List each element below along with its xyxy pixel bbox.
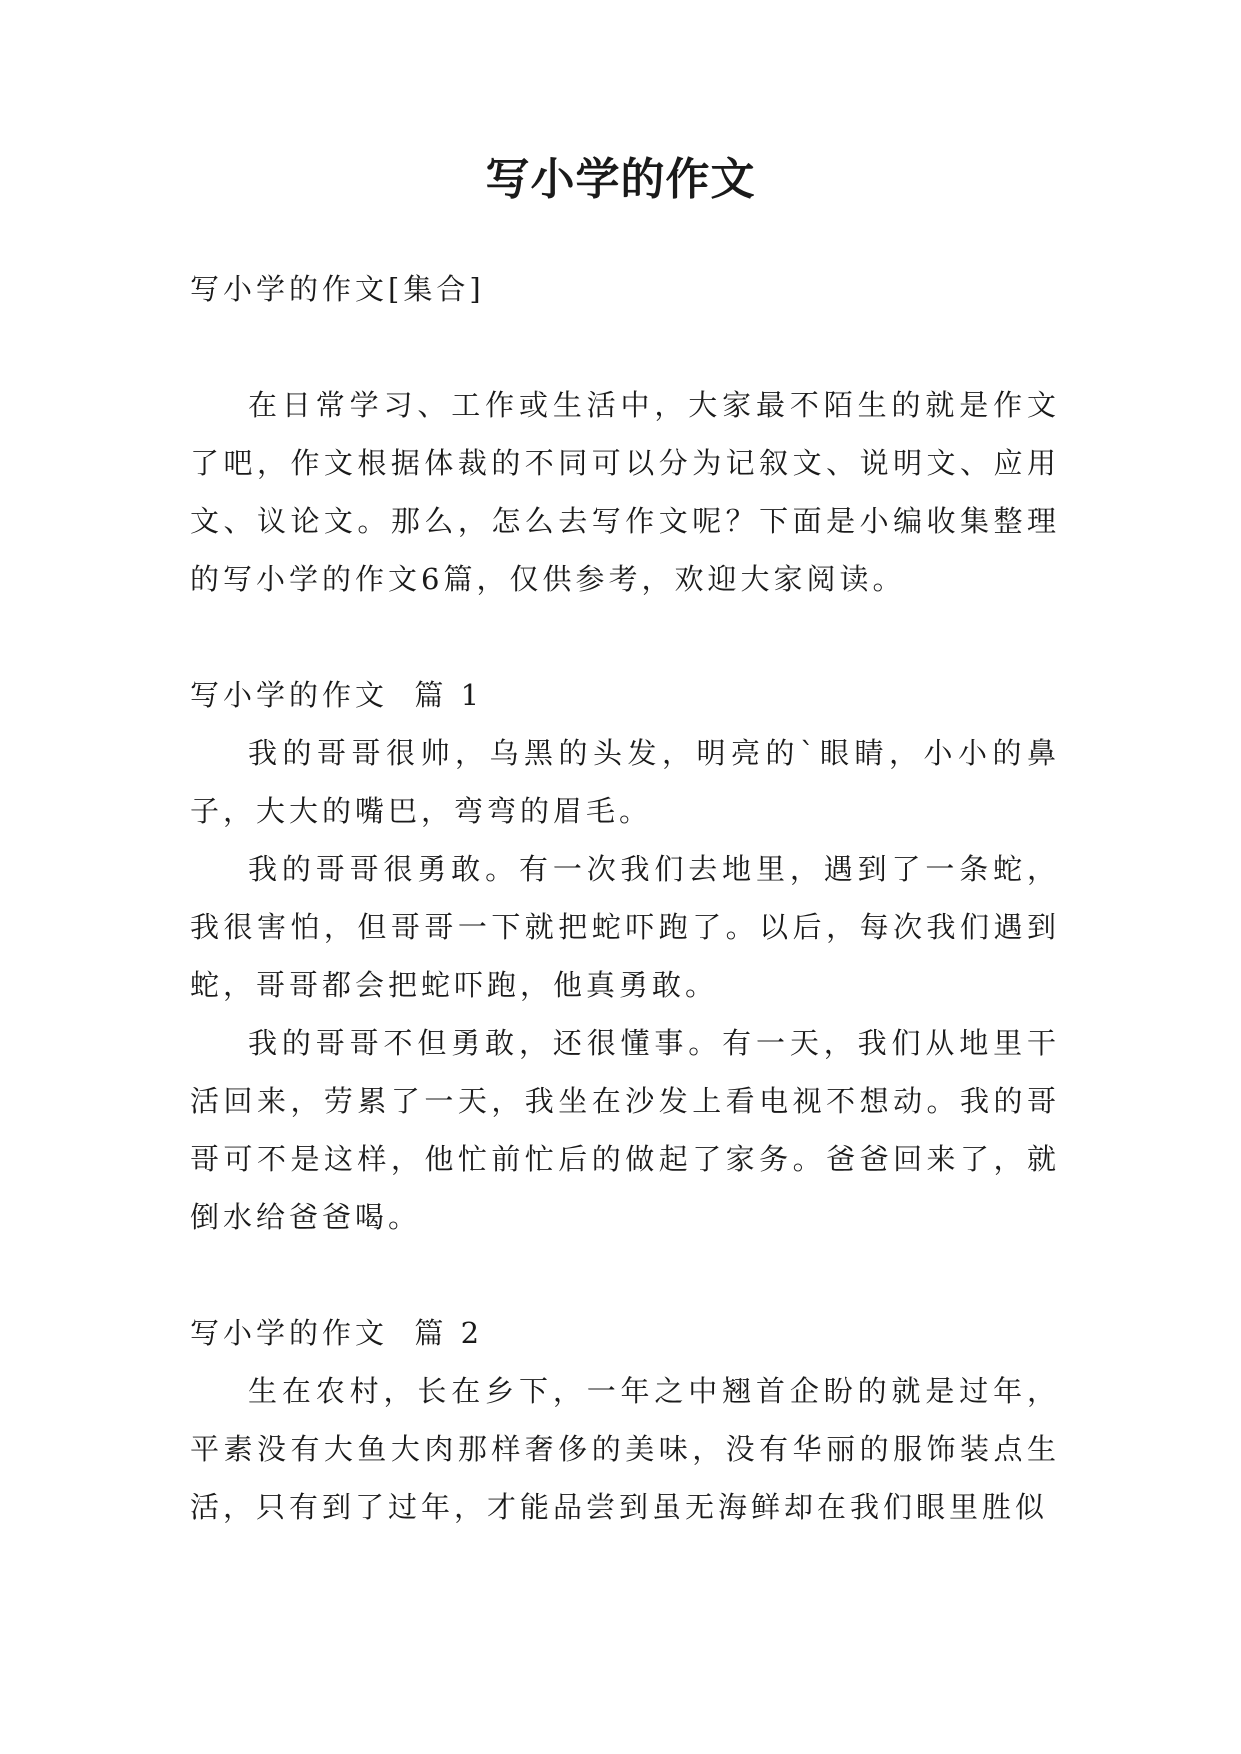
spacer: [190, 1246, 1060, 1304]
section-1-paragraph-1: 我的哥哥很帅，乌黑的头发，明亮的`眼睛，小小的鼻子，大大的嘴巴，弯弯的眉毛。: [190, 736, 1060, 828]
section-1-paragraph-2: 我的哥哥很勇敢。有一次我们去地里，遇到了一条蛇，我很害怕，但哥哥一下就把蛇吓跑了。以后，每次我们遇到蛇，哥哥都会把蛇吓跑，他真勇敢。: [190, 852, 1060, 1002]
section-1-paragraph-3: 我的哥哥不但勇敢，还很懂事。有一天，我们从地里干活回来，劳累了一天，我坐在沙发上看电视不想动。我的哥哥可不是这样，他忙前忙后的做起了家务。爸爸回来了，就倒水给爸爸喝。: [190, 1026, 1060, 1234]
document-body: [190, 260, 1060, 1536]
section-heading-1: 写小学的作文 篇 1: [190, 678, 484, 712]
document-subtitle: 写小学的作文[集合]: [190, 272, 485, 306]
section-heading-2: 写小学的作文 篇 2: [190, 1316, 484, 1350]
spacer: [190, 318, 1060, 376]
section-2-paragraph-1: 生在农村，长在乡下，一年之中翘首企盼的就是过年，平素没有大鱼大肉那样奢侈的美味，没有华丽的服饰装点生活，只有到了过年，才能品尝到虽无海鲜却在我们眼里胜似: [190, 1374, 1060, 1524]
page-title: 写小学的作文: [485, 154, 756, 205]
intro-paragraph: 在日常学习、工作或生活中，大家最不陌生的就是作文了吧，作文根据体裁的不同可以分为记叙文、说明文、应用文、议论文。那么，怎么去写作文呢？下面是小编收集整理的写小学的作文6篇，仅供参考，欢迎大家阅读。: [190, 388, 1060, 596]
spacer: [190, 608, 1060, 666]
